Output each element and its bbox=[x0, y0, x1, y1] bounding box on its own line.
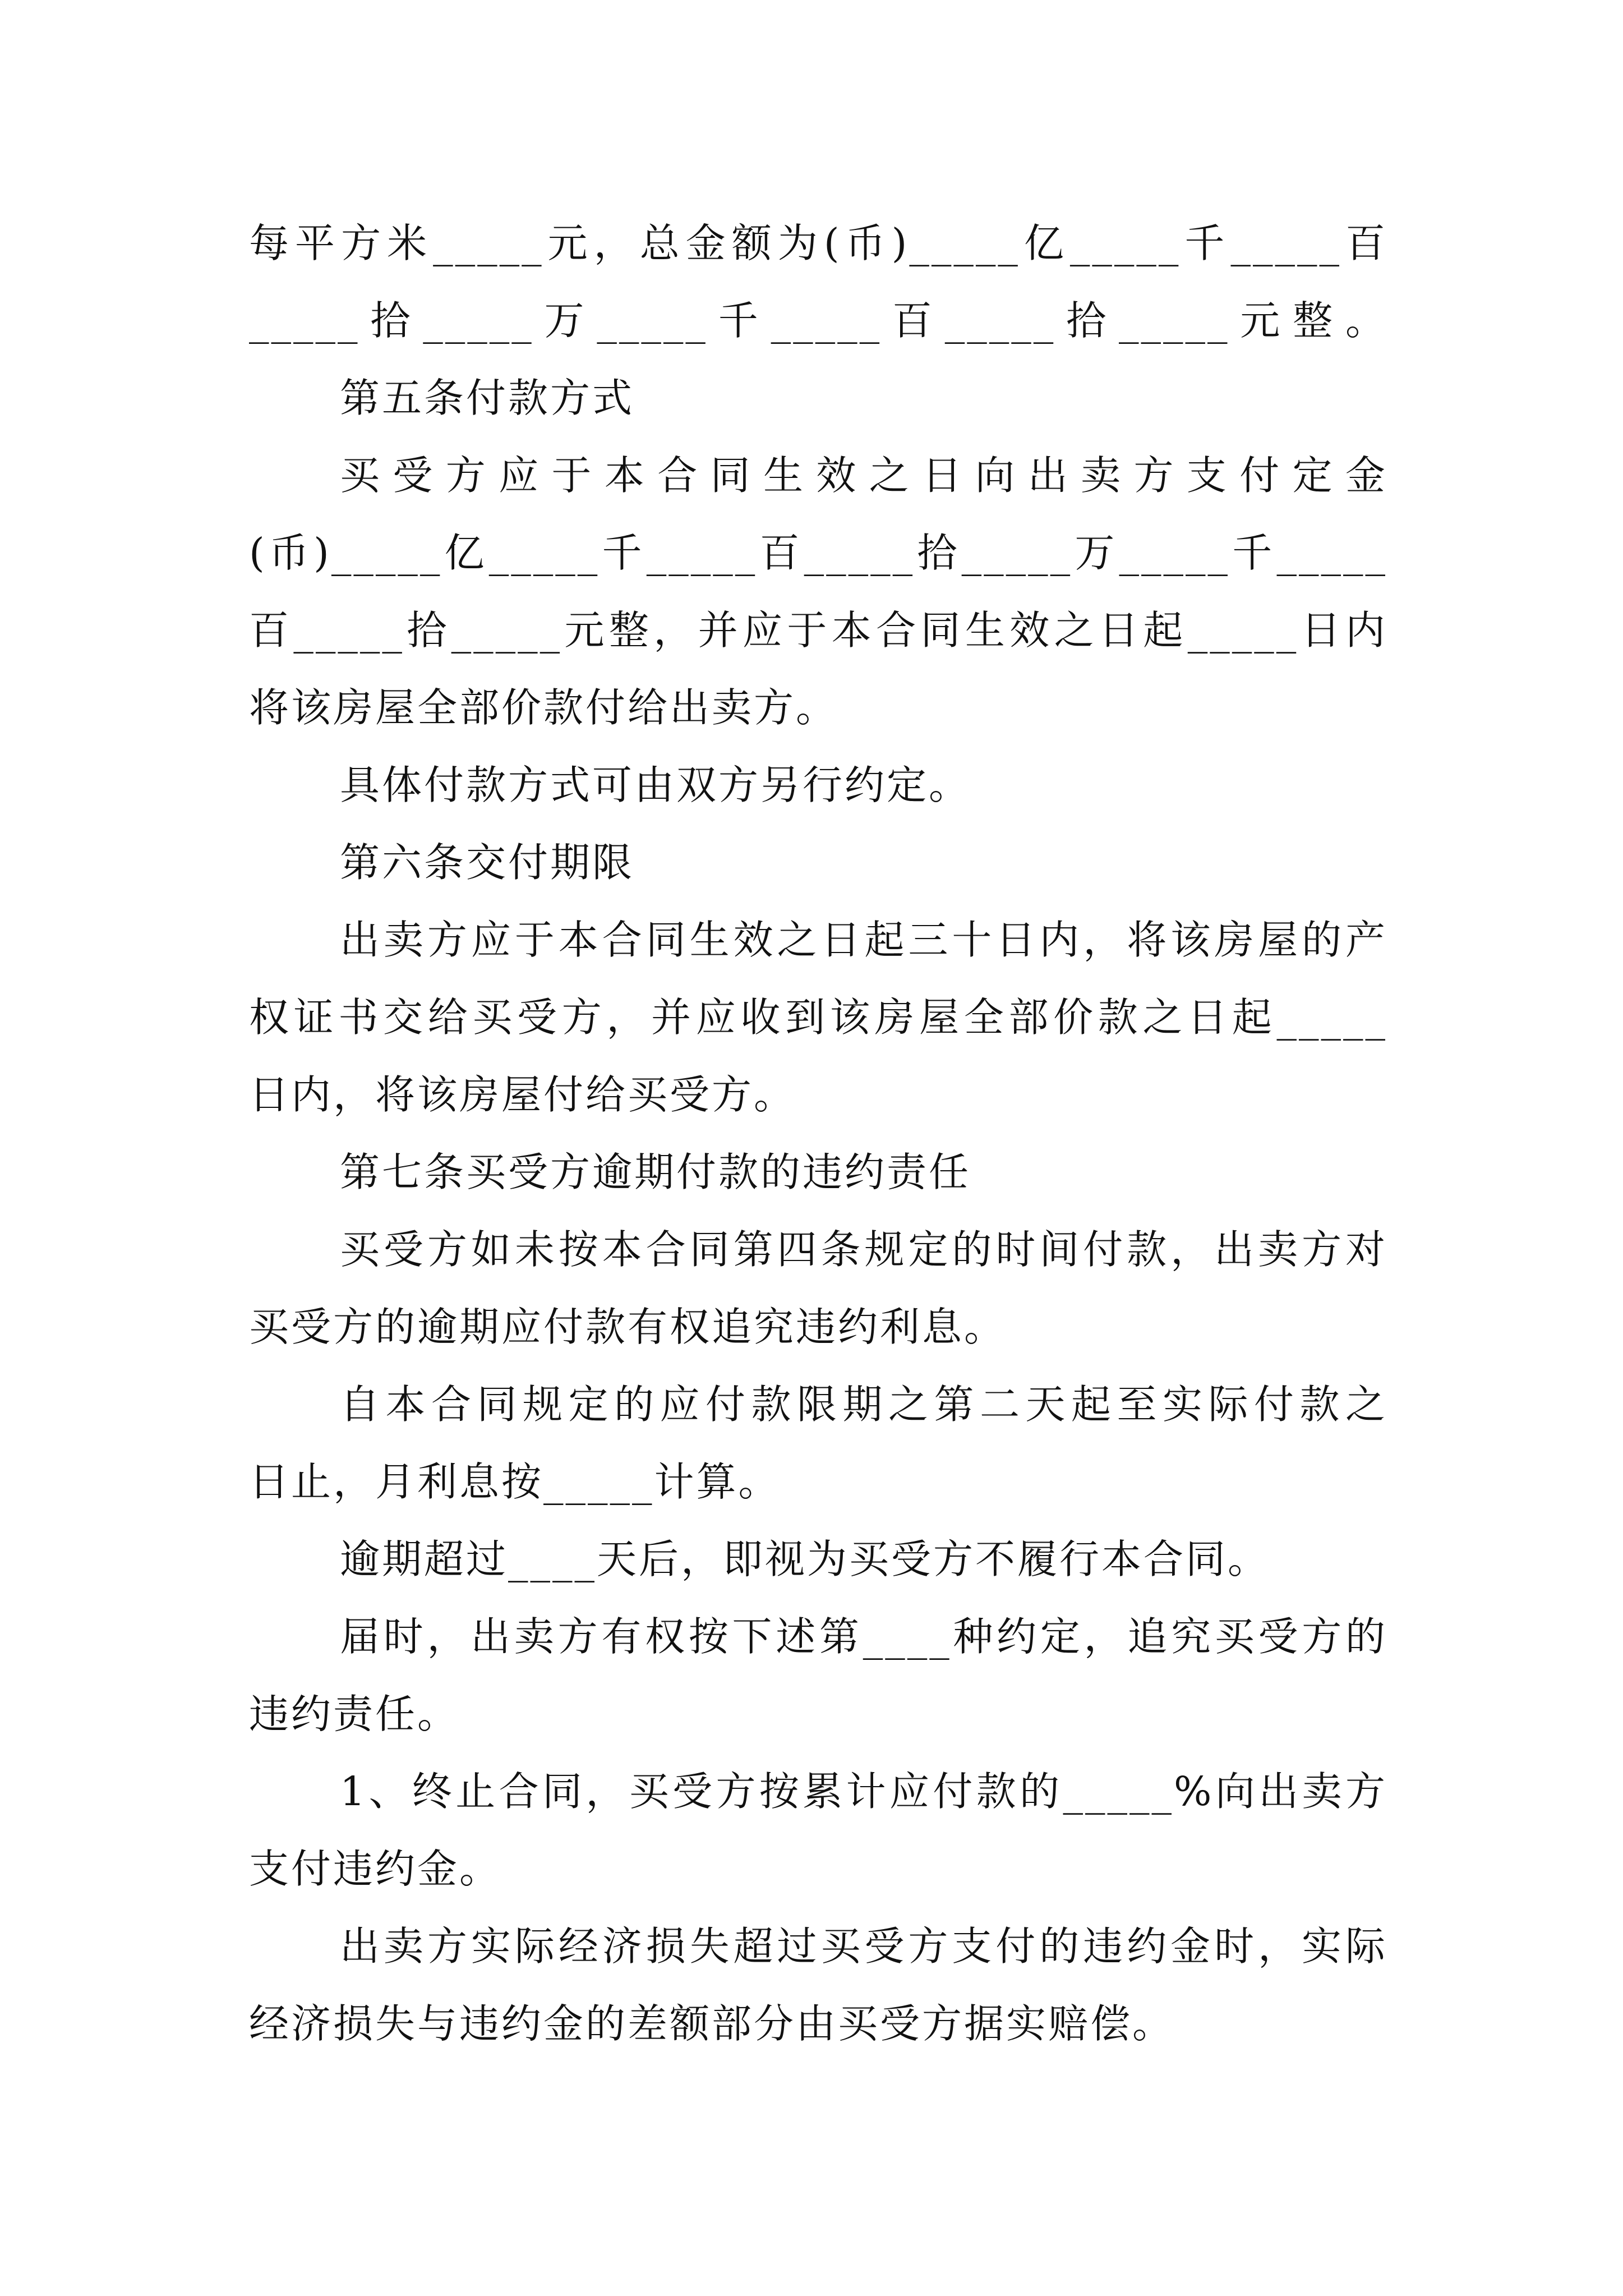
section-heading-delivery: 第六条交付期限 bbox=[340, 839, 635, 886]
paragraph-liability: 届时，出卖方有权按下述第____种约定，追究买受方的 bbox=[340, 1613, 1387, 1660]
paragraph-deposit-amount-2: 百_____拾_____元整，并应于本合同生效之日起_____日内 bbox=[249, 607, 1387, 654]
paragraph-delivery-2: 权证书交给买受方，并应收到该房屋全部价款之日起_____ bbox=[249, 994, 1387, 1041]
paragraph-terminate: 1、终止合同，买受方按累计应付款的_____%向出卖方 bbox=[340, 1768, 1387, 1815]
paragraph-terminate-end: 支付违约金。 bbox=[249, 1846, 502, 1892]
paragraph-payment-method: 具体付款方式可由双方另行约定。 bbox=[340, 762, 971, 808]
section-heading-payment: 第五条付款方式 bbox=[340, 375, 635, 421]
paragraph-late-payment: 买受方如未按本合同第四条规定的时间付款，出卖方对 bbox=[340, 1226, 1387, 1273]
paragraph-delivery: 出卖方应于本合同生效之日起三十日内，将该房屋的产 bbox=[340, 917, 1387, 963]
paragraph-deposit-amount: (币)_____亿_____千_____百_____拾_____万_____千_____ bbox=[249, 530, 1387, 576]
paragraph-interest-end: 日止，月利息按_____计算。 bbox=[249, 1458, 781, 1505]
paragraph-price-line-2: _____拾_____万_____千_____百_____拾_____元整。 bbox=[249, 297, 1387, 344]
paragraph-deposit-end: 将该房屋全部价款付给出卖方。 bbox=[249, 684, 838, 731]
paragraph-late-payment-end: 买受方的逾期应付款有权追究违约利息。 bbox=[249, 1304, 1007, 1350]
paragraph-delivery-end: 日内，将该房屋付给买受方。 bbox=[249, 1071, 796, 1118]
paragraph-liability-end: 违约责任。 bbox=[249, 1691, 460, 1737]
paragraph-overdue: 逾期超过____天后，即视为买受方不履行本合同。 bbox=[340, 1536, 1270, 1582]
document-body bbox=[249, 205, 1387, 2063]
paragraph-deposit: 买受方应于本合同生效之日向出卖方支付定金 bbox=[340, 452, 1387, 499]
section-heading-late-payment: 第七条买受方逾期付款的违约责任 bbox=[340, 1149, 971, 1195]
paragraph-price-line: 每平方米_____元，总金额为(币)_____亿_____千_____百 bbox=[249, 220, 1387, 266]
paragraph-compensation-end: 经济损失与违约金的差额部分由买受方据实赔偿。 bbox=[249, 2000, 1175, 2047]
paragraph-interest: 自本合同规定的应付款限期之第二天起至实际付款之 bbox=[340, 1381, 1387, 1428]
paragraph-compensation: 出卖方实际经济损失超过买受方支付的违约金时，实际 bbox=[340, 1923, 1387, 1970]
